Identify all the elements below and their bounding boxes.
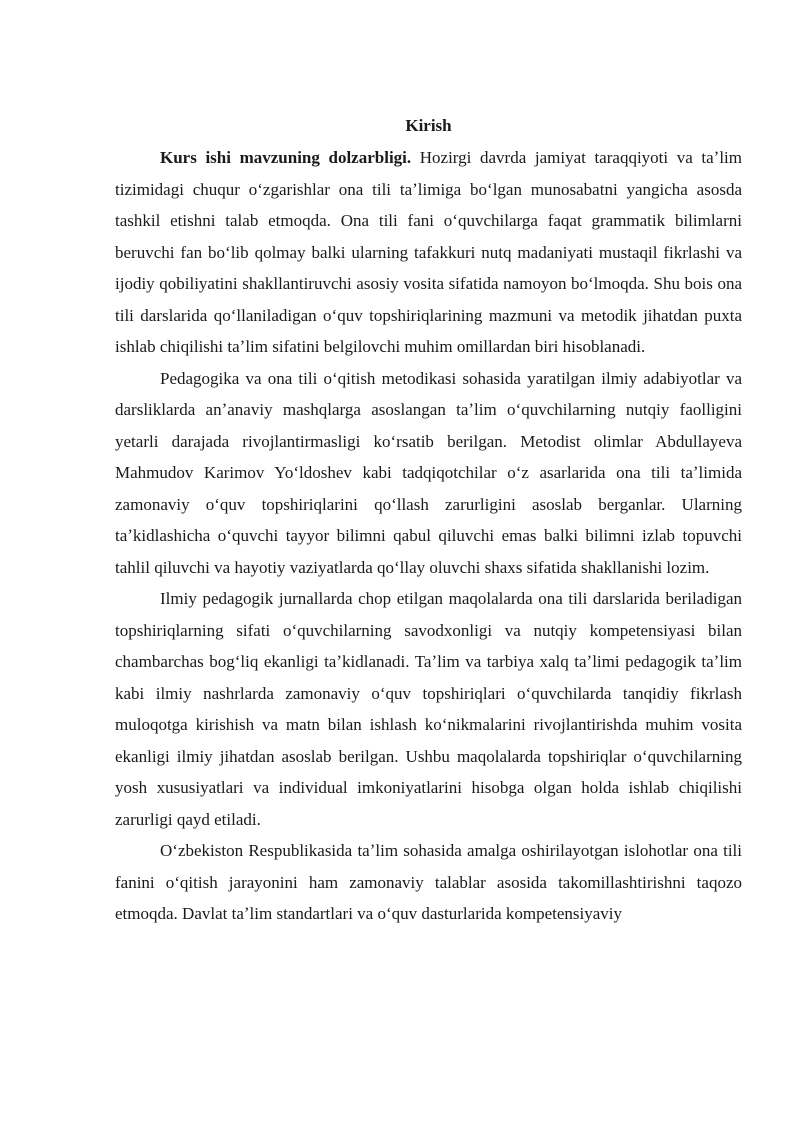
- paragraph-literature: Pedagogika va ona tili oʻqitish metodikasi sohasida yaratilgan ilmiy adabiyotlar va darsliklarda anʼanaviy mashqlarga asoslangan taʼlim oʻquvchilarning nutqiy faolligini yetarli darajada rivojlantirmasligi koʻrsatib berilgan. Metodist olimlar Abdullayeva Mahmudov Karimov Yoʻldoshev kabi tadqiqotchilar oʻz asarlarida ona tili taʼlimida zamonaviy oʻquv topshiriqlarini qoʻllash zarurligini asoslab berganlar. Ularning taʼkidlashicha oʻquvchi tayyor bilimni qabul qiluvchi emas balki bilimni izlab topuvchi tahlil qiluvchi va hayotiy vaziyatlarda qoʻllay oluvchi shaxs sifatida shakllanishi lozim.: [115, 368, 742, 577]
- paragraph-text: Hozirgi davrda jamiyat taraqqiyoti va taʼlim tizimidagi chuqur oʻzgarishlar ona tili taʼlimiga boʻlgan munosabatni yangicha asosda tashkil etishni talab etmoqda. Ona tili fani oʻquvchilarga faqat grammatik bilimlarni beruvchi fan boʻlib qolmay balki ularning tafakkuri nutq madaniyati mustaqil fikrlashi va ijodiy qobiliyatini shakllantiruvchi asosiy vosita sifatida namoyon boʻlmoqda. Shu bois ona tili darslarida qoʻllaniladigan oʻquv topshiriqlarining mazmuni va metodik jihatdan puxta ishlab chiqilishi taʼlim sifatini belgilovchi muhim omillardan biri hisoblanadi.: [115, 148, 742, 356]
- paragraph-relevance: [115, 142, 742, 363]
- document-title: Kirish: [405, 116, 452, 135]
- paragraph-journals: Ilmiy pedagogik jurnallarda chop etilgan maqolalarda ona tili darslarida beriladigan topshiriqlarning sifati oʻquvchilarning savodxonligi va nutqiy kompetensiyasi bilan chambarchas bogʻliq ekanligi taʼkidlanadi. Taʼlim va tarbiya xalq taʼlimi pedagogik taʼlim kabi ilmiy nashrlarda zamonaviy oʻquv topshiriqlari oʻquvchilarda tanqidiy fikrlash muloqotga kirishish va matn bilan ishlash koʻnikmalarini rivojlantirishda muhim vosita ekanligi ilmiy jihatdan asoslab berilgan. Ushbu maqolalarda topshiriqlar oʻquvchilarning yosh xususiyatlari va individual imkoniyatlarini hisobga olgan holda ishlab chiqilishi zarurligi qayd etiladi.: [115, 589, 742, 829]
- paragraph-lead: Kurs ishi mavzuning dolzarbligi.: [160, 148, 412, 167]
- paragraph-reforms: Oʻzbekiston Respublikasida taʼlim sohasida amalga oshirilayotgan islohotlar ona tili fanini oʻqitish jarayonini ham zamonaviy talablar asosida takomillashtirishni taqozo etmoqda. Davlat taʼlim standartlari va oʻquv dasturlarida kompetensiyaviy: [115, 841, 742, 923]
- document-page: [115, 114, 742, 930]
